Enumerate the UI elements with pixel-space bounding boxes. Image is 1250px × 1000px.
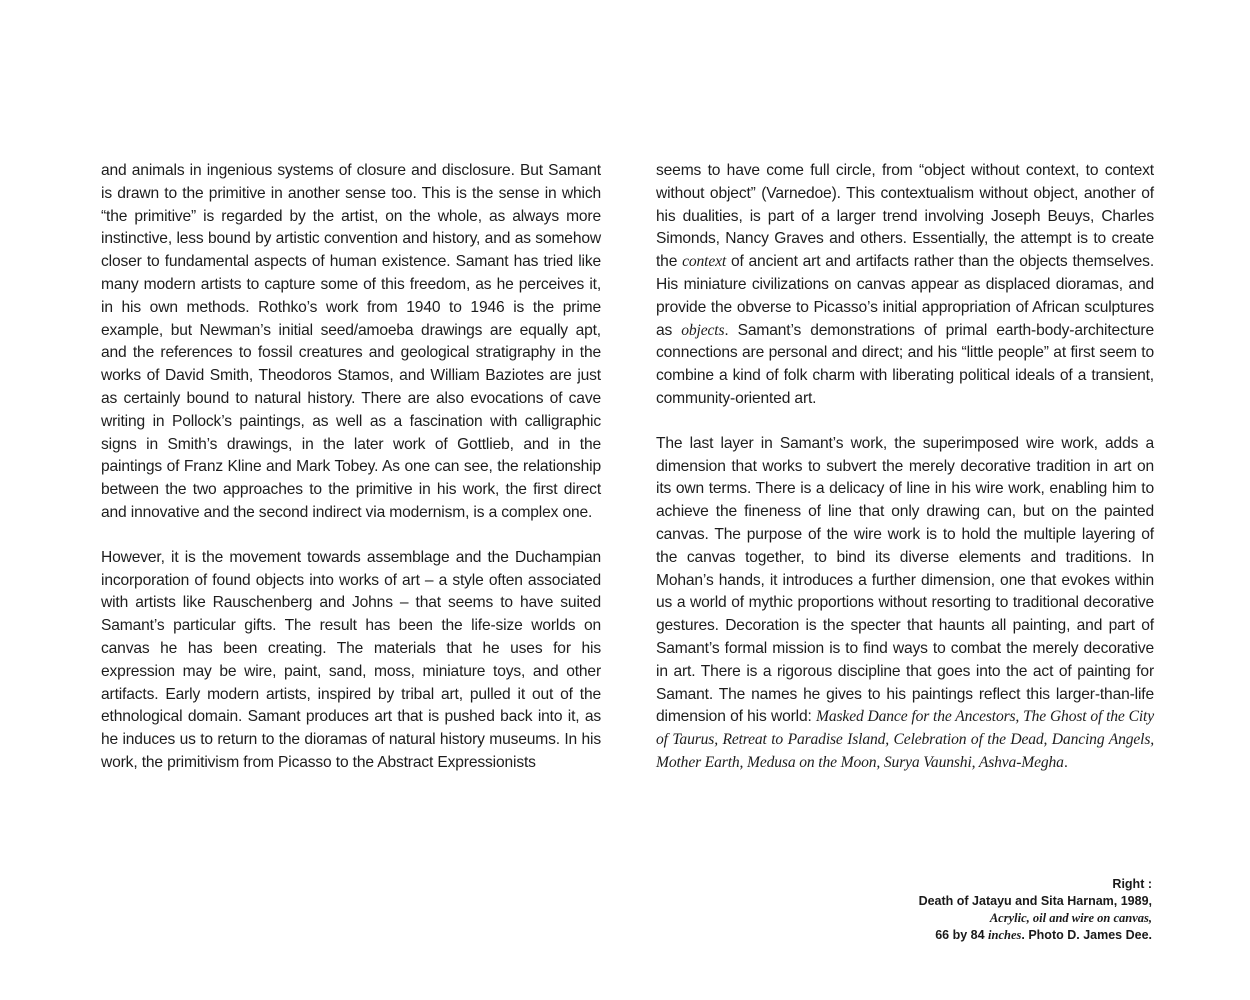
emphasis: context <box>682 253 727 271</box>
text-run: 66 by 84 <box>935 928 989 942</box>
paragraph <box>656 433 1154 775</box>
text-run: . Samant’s demonstrations of primal earth-body-architecture connections are personal and direct; and his “little people” at first seem to combine a kind of folk charm with liberating political ideals of a transient, community-oriented art. <box>656 321 1154 407</box>
text-run: The last layer in Samant’s work, the superimposed wire work, adds a dimension that works to subvert the merely decorative tradition in art on its own terms. There is a delicacy of line in his wire work, enabling him to achieve the fineness of line that only drawing can, but on the painted canvas. The purpose of the wire work is to hold the multiple layering of the canvas together, to bind its diverse elements and traditions. In Mohan’s hands, it introduces a further dimension, one that evokes within us a world of mythic proportions without resorting to traditional decorative gestures. Decoration is the specter that haunts all painting, and part of Samant’s formal mission is to find ways to combat the merely decorative in art. There is a rigorous discipline that goes into the act of painting for Samant. The names he gives to his paintings reflect this larger-than-life dimension of his world: <box>656 434 1154 726</box>
painting-titles: Masked Dance for the Ancestors, The Ghost of the City of Taurus, Retreat to Paradise Island, Celebration of the Dead, Dancing Angels, Mother Earth, Medusa on the Moon, Surya Vaunshi, Ashva-Megha <box>656 708 1155 771</box>
caption-label: Right : <box>1112 877 1152 891</box>
caption-size-credit <box>792 927 1152 944</box>
caption-title: Death of Jatayu and Sita Harnam, 1989, <box>918 894 1152 908</box>
emphasis: inches <box>988 928 1022 942</box>
emphasis: objects <box>681 321 725 339</box>
figure-caption <box>792 876 1152 944</box>
text-run: . <box>1063 753 1068 771</box>
paragraph: However, it is the movement towards assemblage and the Duchampian incorporation of found objects into works of art – a style often associated with artists like Rauschenberg and Johns – that seems to have suited Samant’s particular gifts. The result has been the life-size worlds on canvas he has been creating. The materials that he uses for his expression may be wire, paint, sand, moss, miniature toys, and other artifacts. Early modern artists, inspired by tribal art, pulled it out of the ethnological domain. Samant produces art that is pushed back into it, as he induces us to return to the dioramas of natural history museums. In his work, the primitivism from Picasso to the Abstract Expressionists <box>101 548 601 771</box>
paragraph <box>656 160 1154 411</box>
text-run: . Photo D. James Dee. <box>1021 928 1152 942</box>
text-run: seems to have come full circle, from “object without context, to context without object” (Varnedoe). This contextualism without object, another of his dualities, is part of a larger trend involving Joseph Beuys, Charles Simonds, Nancy Graves and others. Essentially, the attempt is to create the <box>656 162 1154 271</box>
right-text-column <box>656 160 1154 797</box>
paragraph: and animals in ingenious systems of closure and disclosure. But Samant is drawn to the primitive in another sense too. This is the sense in which “the primitive” is regarded by the artist, on the whole, as always more instinctive, less bound by artistic convention and history, and as somehow closer to fundamental aspects of human existence. Samant has tried like many modern artists to capture some of this freedom, as he perceives it, in his own methods. Rothko’s work from 1940 to 1946 is the prime example, but Newman’s initial seed/amoeba drawings are equally apt, and the references to fossil creatures and geological stratigraphy in the works of David Smith, Theodoros Stamos, and William Baziotes are just as certainly bound to natural history. There are also evocations of cave writing in Pollock’s paintings, as well as a fascination with calligraphic signs in Smith’s drawings, in the later work of Gottlieb, and in the paintings of Franz Kline and Mark Tobey. As one can see, the relationship between the two approaches to the primitive in his work, the first direct and innovative and the second indirect via modernism, is a complex one. <box>101 162 601 521</box>
caption-medium: Acrylic, oil and wire on canvas, <box>989 911 1152 925</box>
text-run: of ancient art and artifacts rather than the objects themselves. His miniature civilizations on canvas appear as displaced dioramas, and provide the obverse to Picasso’s initial appropriation of African sculptures as <box>656 253 1154 339</box>
left-text-column <box>101 160 601 797</box>
